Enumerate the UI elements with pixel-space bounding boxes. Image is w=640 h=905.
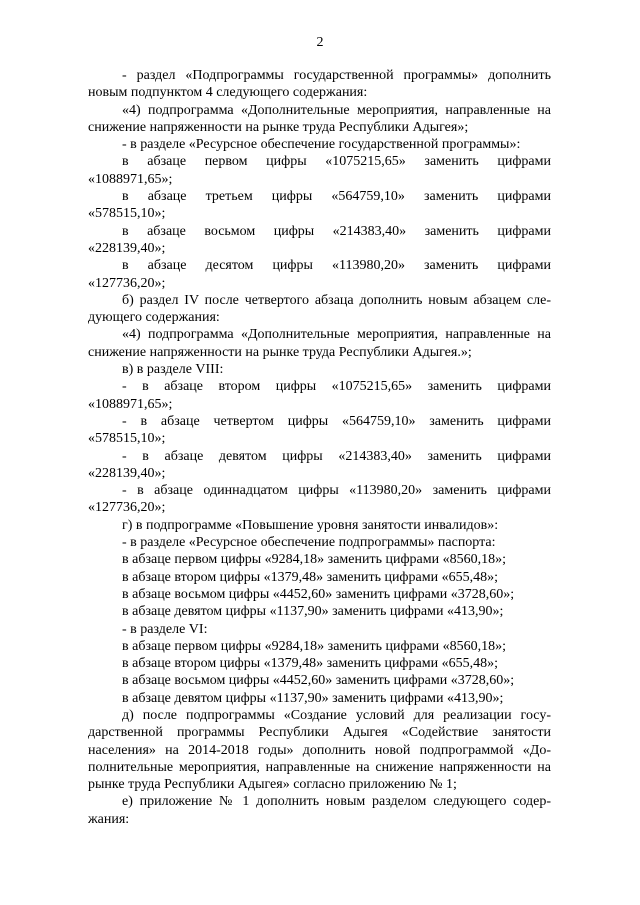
document-body [88,67,551,828]
paragraph-section-iv: б) раздел IV после четвертого абзаца дополнить новым абзацем сле-дующего содержания: [88,292,551,326]
paragraph-replace-first [88,153,551,188]
replace-line: в абзаце восьмом цифры «214383,40» заменить цифрами [122,223,551,239]
paragraph-subprogram-title-2: «4) подпрограмма «Дополнительные мероприятия, направленные на снижение напряженности на рынке труда Республики Адыгея.»; [88,327,551,360]
paragraph-subprogram-title: «4) подпрограмма «Дополнительные мероприятия, направленные на снижение напряженности на рынке труда Республики Адыгея»; [88,102,551,135]
replace-line: в абзаце третьем цифры «564759,10» заменить цифрами [122,189,551,205]
paragraph-add-subclause: - раздел «Подпрограммы государственной программы» дополнить новым подпунктом 4 следующего содержания: [88,68,551,101]
replace-value: «1088971,65»; [88,396,173,412]
paragraph-viii-eleventh [88,482,551,517]
replace-value: «1088971,65»; [88,171,173,187]
paragraph-passport-first: в абзаце первом цифры «9284,18» заменить цифрами «8560,18»; [122,552,506,568]
paragraph-passport-second: в абзаце втором цифры «1379,48» заменить цифрами «655,48»; [122,569,498,585]
paragraph-vi-second: в абзаце втором цифры «1379,48» заменить цифрами «655,48»; [122,656,498,672]
replace-value: «127736,20»; [88,500,166,516]
paragraph-section-vi: - в разделе VI: [122,621,208,637]
paragraph-disability-subprogram: г) в подпрограмме «Повышение уровня занятости инвалидов»: [122,517,499,533]
replace-value: «228139,40»; [88,240,166,256]
paragraph-section-viii: в) в разделе VIII: [122,362,224,378]
replace-line: - в абзаце девятом цифры «214383,40» заменить цифрами [122,448,551,464]
paragraph-replace-eighth [88,223,551,258]
replace-line: - в абзаце четвертом цифры «564759,10» заменить цифрами [122,413,551,429]
replace-line: в абзаце десятом цифры «113980,20» заменить цифрами [122,258,551,274]
paragraph-add-new-subprogram: д) после подпрограммы «Создание условий для реализации госу-дарственной программы Республики Адыгея «Содействие занятости населения» на 2014-2018 годы» дополнить новой подпрограммой «До-полнительные мероприятия, направленные на снижение напряженности на рынке труда Республики Адыгея» согласно приложению № 1; [88,707,551,793]
paragraph-vi-eighth: в абзаце восьмом цифры «4452,60» заменить цифрами «3728,60»; [122,673,515,689]
replace-line: - в абзаце одиннадцатом цифры «113980,20» заменить цифрами [122,483,551,499]
paragraph-viii-fourth [88,413,551,448]
paragraph-replace-tenth [88,257,551,292]
replace-value: «578515,10»; [88,431,166,447]
paragraph-vi-ninth: в абзаце девятом цифры «1137,90» заменить цифрами «413,90»; [122,690,504,706]
paragraph-passport-resources: - в разделе «Ресурсное обеспечение подпрограммы» паспорта: [122,535,496,551]
replace-line: - в абзаце втором цифры «1075215,65» заменить цифрами [122,379,551,395]
paragraph-appendix-new-section: е) приложение № 1 дополнить новым разделом следующего содер-жания: [88,794,551,827]
paragraph-viii-second [88,378,551,413]
page-number: 2 [316,35,324,50]
paragraph-passport-eighth: в абзаце восьмом цифры «4452,60» заменить цифрами «3728,60»; [122,586,515,602]
replace-value: «127736,20»; [88,275,166,291]
replace-line: в абзаце первом цифры «1075215,65» заменить цифрами [122,154,551,170]
replace-value: «228139,40»; [88,465,166,481]
paragraph-resource-section: - в разделе «Ресурсное обеспечение государственной программы»: [122,137,521,153]
paragraph-replace-third [88,188,551,223]
paragraph-vi-first: в абзаце первом цифры «9284,18» заменить цифрами «8560,18»; [122,638,506,654]
paragraph-viii-ninth [88,448,551,483]
paragraph-passport-ninth: в абзаце девятом цифры «1137,90» заменить цифрами «413,90»; [122,604,504,620]
replace-value: «578515,10»; [88,206,166,222]
